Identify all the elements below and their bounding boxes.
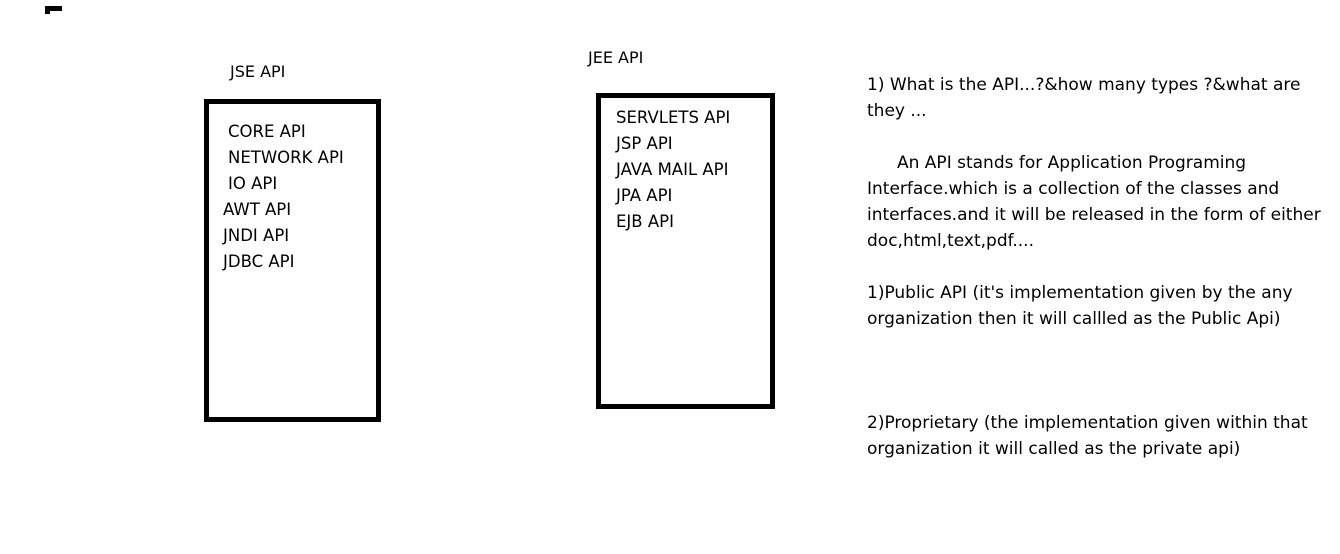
notes-definition: An API stands for Application Programing Interface.which is a collection of the classes and interfaces.and it will be released in the form of either doc,html,text,pdf.... bbox=[867, 153, 1321, 251]
corner-mark bbox=[45, 3, 62, 13]
jee-item-javamail: JAVA MAIL API bbox=[616, 160, 729, 179]
jee-item-jpa: JPA API bbox=[616, 186, 673, 205]
jse-item-jdbc: JDBC API bbox=[223, 252, 295, 271]
jee-item-servlets: SERVLETS API bbox=[616, 108, 731, 127]
jse-item-awt: AWT API bbox=[223, 200, 292, 219]
notes-question: 1) What is the API...?&how many types ?&what are they ... bbox=[867, 75, 1301, 121]
jse-item-io: IO API bbox=[228, 174, 278, 193]
jse-item-jndi: JNDI API bbox=[223, 226, 290, 245]
jee-api-title: JEE API bbox=[588, 48, 644, 67]
notes-proprietary-api: 2)Proprietary (the implementation given within that organization it will called as the private api) bbox=[867, 413, 1308, 459]
jee-item-ejb: EJB API bbox=[616, 212, 674, 231]
notes-public-api: 1)Public API (it's implementation given by the any organization then it will callled as the Public Api) bbox=[867, 283, 1293, 329]
jse-item-core: CORE API bbox=[228, 122, 306, 141]
jse-item-network: NETWORK API bbox=[228, 148, 344, 167]
jse-api-title: JSE API bbox=[230, 62, 286, 81]
notes-block bbox=[867, 72, 1327, 462]
jee-item-jsp: JSP API bbox=[616, 134, 673, 153]
